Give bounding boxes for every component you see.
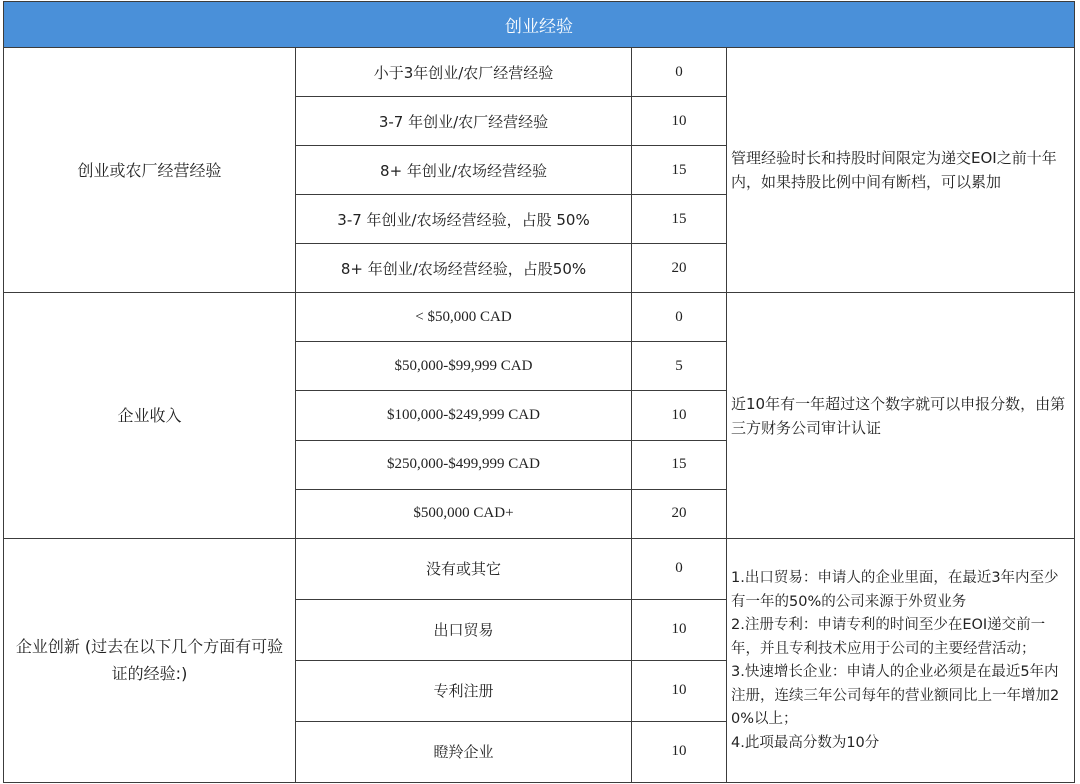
- category-business-innovation: 企业创新 (过去在以下几个方面有可验证的经验:): [4, 538, 296, 782]
- item-label: < $50,000 CAD: [296, 293, 632, 342]
- item-label: $100,000-$249,999 CAD: [296, 391, 632, 440]
- item-points: 10: [632, 721, 727, 782]
- table-row: [4, 293, 1075, 342]
- note-line: 4.此项最高分数为10分: [731, 734, 880, 751]
- note-business-innovation: [727, 538, 1075, 782]
- item-label: $250,000-$499,999 CAD: [296, 440, 632, 489]
- item-points: 0: [632, 48, 727, 97]
- note-line: 1.出口贸易：申请人的企业里面，在最近3年内至少有一年的50%的公司来源于外贸业务: [731, 570, 1059, 610]
- item-label: 专利注册: [296, 660, 632, 721]
- item-label: 小于3年创业/农厂经营经验: [296, 48, 632, 97]
- item-points: 10: [632, 391, 727, 440]
- note-business-revenue: 近10年有一年超过这个数字就可以申报分数，由第三方财务公司审计认证: [727, 293, 1075, 538]
- item-label: $50,000-$99,999 CAD: [296, 342, 632, 391]
- item-label: 没有或其它: [296, 538, 632, 599]
- note-line: 2.注册专利：申请专利的时间至少在EOI递交前一年，并且专利技术应用于公司的主要经营活动；: [731, 617, 1046, 657]
- item-label: 8+ 年创业/农场经营经验，占股50%: [296, 244, 632, 293]
- item-label: 瞪羚企业: [296, 721, 632, 782]
- item-points: 10: [632, 660, 727, 721]
- item-points: 20: [632, 244, 727, 293]
- table-row: [4, 48, 1075, 97]
- item-points: 0: [632, 538, 727, 599]
- item-label: 出口贸易: [296, 599, 632, 660]
- table-row: [4, 538, 1075, 599]
- table-title: 创业经验: [4, 2, 1075, 48]
- item-points: 0: [632, 293, 727, 342]
- item-points: 15: [632, 146, 727, 195]
- item-points: 10: [632, 97, 727, 146]
- item-points: 10: [632, 599, 727, 660]
- business-experience-table: [3, 1, 1075, 783]
- item-points: 20: [632, 489, 727, 538]
- note-business-experience: 管理经验时长和持股时间限定为递交EOI之前十年内，如果持股比例中间有断档，可以累加: [727, 48, 1075, 293]
- item-label: 3-7 年创业/农厂经营经验: [296, 97, 632, 146]
- item-label: $500,000 CAD+: [296, 489, 632, 538]
- note-line: 3.快速增长企业：申请人的企业必须是在最近5年内注册，连续三年公司每年的营业额同比上一年增加20%以上；: [731, 664, 1060, 728]
- item-points: 15: [632, 440, 727, 489]
- item-label: 3-7 年创业/农场经营经验，占股 50%: [296, 195, 632, 244]
- category-business-revenue: 企业收入: [4, 293, 296, 538]
- item-points: 15: [632, 195, 727, 244]
- category-business-experience: 创业或农厂经营经验: [4, 48, 296, 293]
- item-label: 8+ 年创业/农场经营经验: [296, 146, 632, 195]
- item-points: 5: [632, 342, 727, 391]
